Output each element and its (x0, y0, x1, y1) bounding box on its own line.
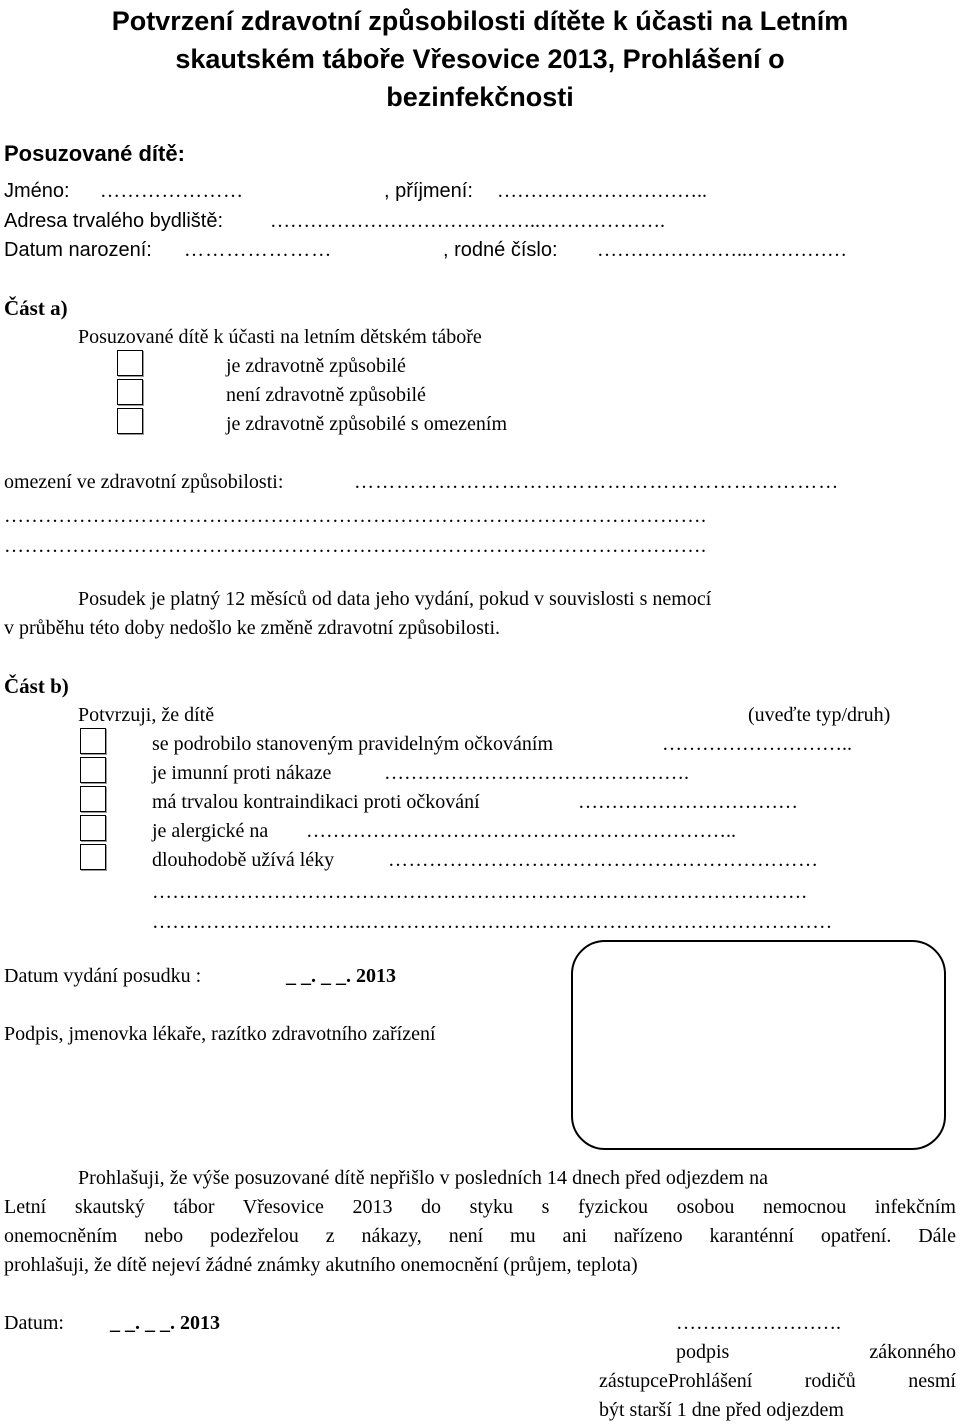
declaration-line-4: prohlašuji, že dítě nejeví žádné známky akutního onemocnění (průjem, teplota) (4, 1254, 638, 1276)
part-a-heading: Část a) (4, 296, 68, 320)
vaccinated-field[interactable]: ……………………….. (662, 733, 852, 755)
allergy-field[interactable]: ……………………………………………………….. (306, 820, 736, 842)
vaccinated-label: se podrobilo stanoveným pravidelným očkováním (152, 733, 554, 755)
medication-checkbox[interactable] (80, 844, 106, 870)
fit-with-limits-checkbox[interactable] (117, 408, 143, 434)
immune-field[interactable]: ………………………………………. (384, 762, 689, 784)
parent-date-label: Datum: (4, 1312, 64, 1334)
fit-option-label: je zdravotně způsobilé (226, 355, 406, 377)
parent-signature-label-1: podpis zákonného (676, 1341, 956, 1363)
title-line-3: bezinfekčnosti (386, 82, 574, 112)
parent-signature-label-3: být starší 1 dne před odjezdem (599, 1399, 844, 1421)
unfit-checkbox[interactable] (117, 379, 143, 405)
child-section-heading: Posuzované dítě: (4, 141, 185, 166)
declaration-line-3: onemocněním nebo podezřelou z nákazy, není mu ani nařízeno karanténní opatření. Dále (4, 1225, 956, 1247)
limits-field-2[interactable]: …………………………………………………………………………………………. (4, 505, 707, 527)
birth-number-field[interactable]: …………………..…………… (597, 239, 847, 261)
address-label: Adresa trvalého bydliště: (4, 210, 224, 232)
document-title (0, 2, 960, 116)
declaration-line-1: Prohlašuji, že výše posuzované dítě nepřišlo v posledních 14 dnech před odjezdem na (78, 1167, 769, 1189)
part-b-heading: Část b) (4, 674, 69, 698)
title-line-2: skautském táboře Vřesovice 2013, Prohlášení o (175, 44, 785, 74)
contraindication-field[interactable]: …………………………… (578, 791, 798, 813)
limits-field-3[interactable]: …………………………………………………………………………………………. (4, 535, 707, 557)
name-field[interactable]: ………………… (100, 180, 244, 202)
part-a-intro: Posuzované dítě k účasti na letním dětském táboře (78, 326, 482, 348)
unfit-option-label: není zdravotně způsobilé (226, 384, 426, 406)
immune-checkbox[interactable] (80, 757, 106, 783)
address-field[interactable]: …………………………………..………………. (270, 210, 665, 232)
validity-note-line-2: v průběhu této doby nedošlo ke změně zdravotní způsobilosti. (4, 617, 501, 639)
birth-date-label: Datum narození: (4, 239, 152, 261)
allergy-checkbox[interactable] (80, 815, 106, 841)
allergy-label: je alergické na (152, 820, 269, 842)
surname-field[interactable]: ………………………….. (497, 180, 707, 202)
fit-with-limits-option-label: je zdravotně způsobilé s omezením (226, 413, 508, 435)
medication-field-2[interactable]: ……………………………………………………………………………………. (152, 881, 807, 903)
birth-number-label: , rodné číslo: (443, 239, 558, 261)
medication-field[interactable]: ……………………………………………………… (388, 849, 819, 871)
validity-note-line-1: Posudek je platný 12 měsíců od data jeho vydání, pokud v souvislosti s nemocí (78, 588, 712, 610)
part-b-hint: (uveďte typ/druh) (748, 704, 891, 726)
declaration-line-2: Letní skautský tábor Vřesovice 2013 do styku s fyzickou osobou nemocnou infekčním (4, 1196, 956, 1218)
immune-label: je imunní proti nákaze (152, 762, 332, 784)
fit-checkbox[interactable] (117, 350, 143, 376)
medication-field-3[interactable]: …………………………..…………………………………………………………… (152, 911, 833, 933)
surname-label: , příjmení: (384, 180, 473, 202)
name-label: Jméno: (4, 180, 70, 202)
vaccinated-checkbox[interactable] (80, 728, 106, 754)
contraindication-checkbox[interactable] (80, 786, 106, 812)
stamp-box[interactable] (571, 940, 946, 1150)
contraindication-label: má trvalou kontraindikaci proti očkování (152, 791, 480, 813)
parent-date-value[interactable]: _ _. _ _. 2013 (110, 1312, 220, 1334)
medication-label: dlouhodobě užívá léky (152, 849, 335, 871)
part-b-intro: Potvrzuji, že dítě (78, 704, 215, 726)
parent-signature-label-2: zástupceProhlášení rodičů nesmí (599, 1370, 956, 1392)
issue-date-value[interactable]: _ _. _ _. 2013 (286, 965, 396, 987)
issue-date-label: Datum vydání posudku : (4, 965, 202, 987)
title-line-1: Potvrzení zdravotní způsobilosti dítěte k účasti na Letním (111, 6, 849, 36)
birth-date-field[interactable]: ………………… (184, 239, 333, 261)
parent-signature-field[interactable]: ……………………. (676, 1312, 841, 1334)
limits-label: omezení ve zdravotní způsobilosti: (4, 471, 284, 493)
doctor-signature-label: Podpis, jmenovka lékaře, razítko zdravotního zařízení (4, 1023, 436, 1045)
limits-field-1[interactable]: …………………………………………………………… (354, 471, 840, 493)
